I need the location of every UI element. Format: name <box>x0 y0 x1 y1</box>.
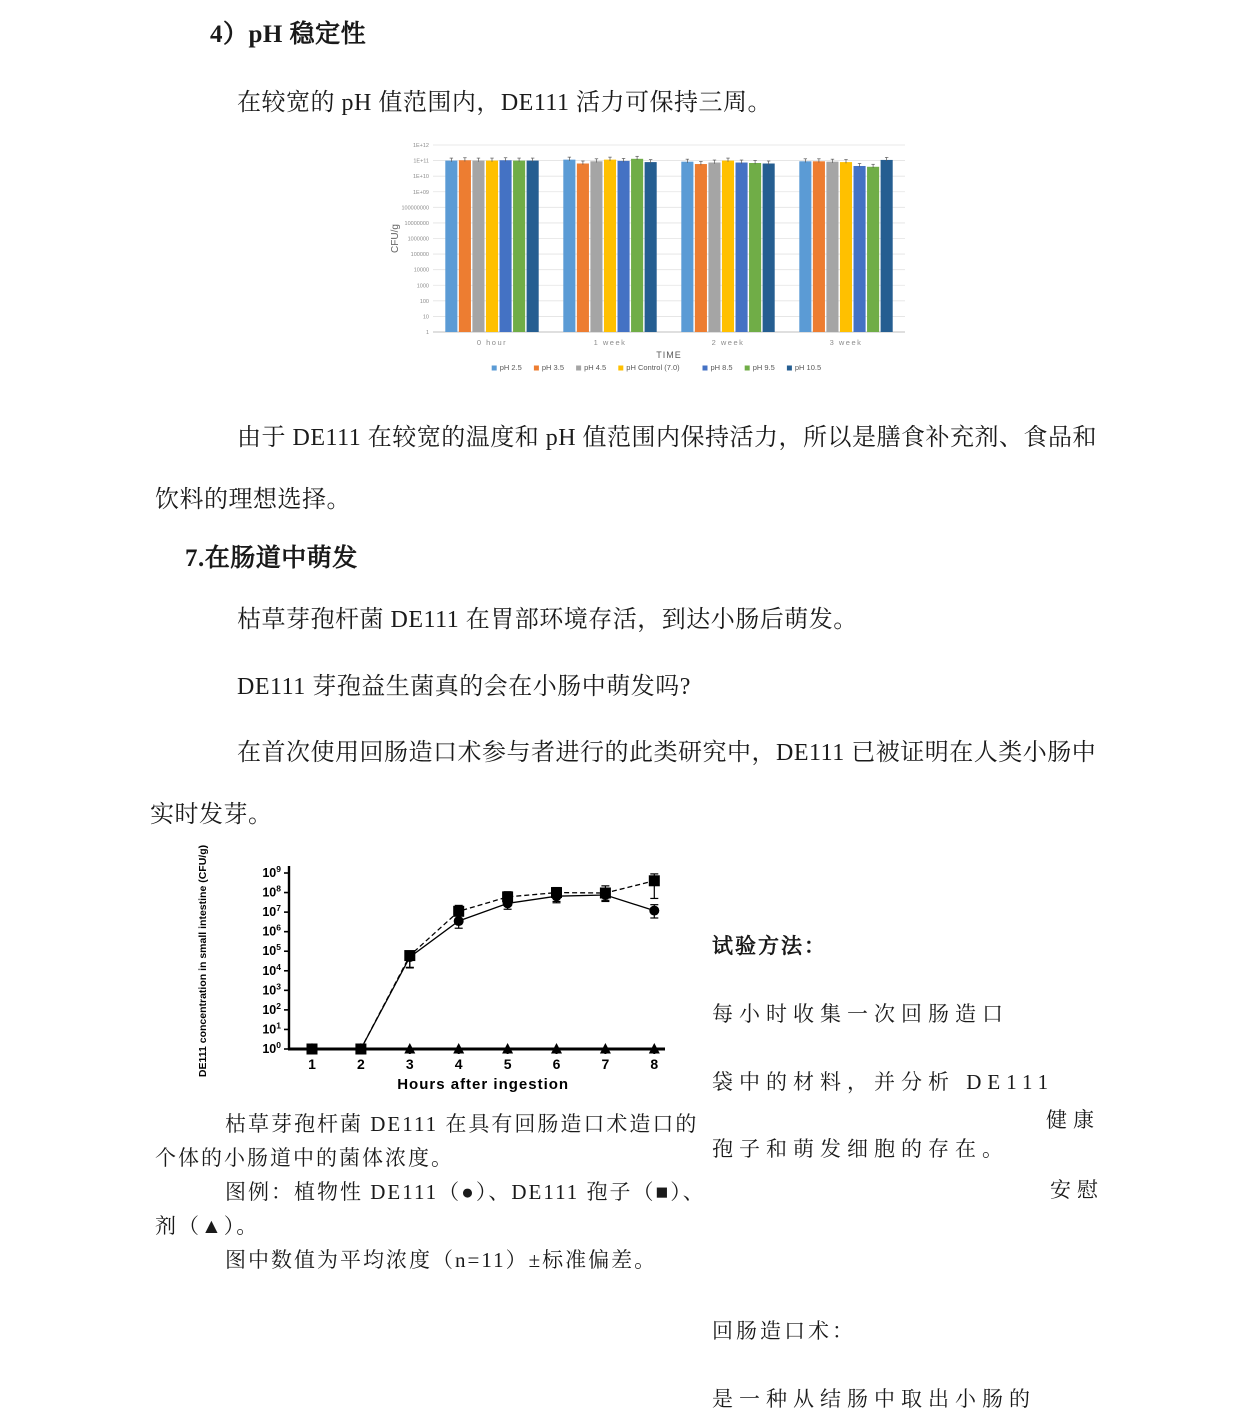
svg-text:102: $10^2$ <box>262 1000 281 1017</box>
svg-text:pH 9.5: pH 9.5 <box>752 363 775 372</box>
svg-text:7: 7 <box>601 1056 610 1072</box>
svg-text:107: $10^7$ <box>262 903 281 920</box>
figure-caption-line3: 图例：植物性 DE111（●）、DE111 孢子（■）、 <box>225 1180 706 1204</box>
ph-stability-bar-chart <box>385 138 940 388</box>
svg-text:3 week: 3 week <box>829 338 863 347</box>
intestine-concentration-line-chart <box>195 844 695 1098</box>
figure-caption-line4: 剂（▲）。 <box>155 1214 260 1238</box>
svg-text:100000000: 100000000 <box>401 205 429 212</box>
svg-text:10000: 10000 <box>413 267 429 274</box>
svg-text:4: 4 <box>454 1056 463 1072</box>
svg-text:pH 2.5: pH 2.5 <box>499 363 522 372</box>
svg-text:3: 3 <box>405 1056 414 1072</box>
svg-text:1E+10: 1E+10 <box>412 174 429 181</box>
svg-text:5: 5 <box>503 1056 512 1072</box>
floating-word-health: 健康 <box>1046 1108 1100 1132</box>
figure-caption-line5: 图中数值为平均浓度（n=11）±标准偏差。 <box>225 1248 658 1272</box>
svg-text:109: $10^9$ <box>262 864 281 880</box>
test-method-line3: 孢子和萌发细胞的存在。 <box>712 1137 1009 1161</box>
svg-text:1: 1 <box>425 330 429 336</box>
svg-text:100: 100 <box>419 298 429 305</box>
svg-text:103: $10^3$ <box>262 981 281 998</box>
svg-text:0 hour: 0 hour <box>476 338 508 347</box>
svg-text:104: $10^4$ <box>262 961 281 978</box>
paragraph-germination-4: 实时发芽。 <box>150 802 273 828</box>
paragraph-germination-3: 在首次使用回肠造口术参与者进行的此类研究中，DE111 已被证明在人类小肠中 <box>237 740 1097 766</box>
figure-caption-line2: 个体的小肠道中的菌体浓度。 <box>155 1146 454 1170</box>
svg-text:TIME: TIME <box>656 350 682 360</box>
svg-text:DE111 concentration in small i: DE111 concentration in small intestine (CFU/g) <box>197 844 209 1078</box>
svg-text:pH Control (7.0): pH Control (7.0) <box>626 363 680 372</box>
test-method-line1: 每小时收集一次回肠造口 <box>712 1002 1009 1026</box>
ileostomy-line1: 是一种从结肠中取出小肠的 <box>712 1387 1036 1411</box>
paragraph-temp-ph-line2: 饮料的理想选择。 <box>155 487 351 513</box>
svg-text:2: 2 <box>357 1056 365 1072</box>
svg-text:101: $10^1$ <box>262 1020 281 1037</box>
svg-text:1000: 1000 <box>416 283 429 290</box>
test-method-heading: 试验方法： <box>712 934 827 958</box>
svg-text:100: $10^0$ <box>262 1040 281 1056</box>
paragraph-ph-stability: 在较宽的 pH 值范围内，DE111 活力可保持三周。 <box>237 90 773 116</box>
figure-caption-line1: 枯草芽孢杆菌 DE111 在具有回肠造口术造口的 <box>225 1112 699 1136</box>
svg-text:CFU/g: CFU/g <box>390 224 401 253</box>
svg-text:Hours after ingestion: Hours after ingestion <box>397 1076 570 1093</box>
svg-text:pH 4.5: pH 4.5 <box>584 363 607 372</box>
test-method-line2: 袋中的材料，并分析 DE111 <box>712 1070 1055 1094</box>
svg-text:6: 6 <box>552 1056 561 1072</box>
svg-text:1E+09: 1E+09 <box>412 189 429 196</box>
paragraph-germination-2: DE111 芽孢益生菌真的会在小肠中萌发吗? <box>237 674 691 700</box>
svg-text:pH 3.5: pH 3.5 <box>541 363 565 372</box>
svg-text:8: 8 <box>650 1056 659 1072</box>
svg-text:10: 10 <box>422 314 429 321</box>
svg-text:1 week: 1 week <box>593 338 627 347</box>
svg-text:106: $10^6$ <box>262 922 281 939</box>
svg-text:1000000: 1000000 <box>407 236 429 243</box>
svg-text:100000: 100000 <box>410 252 429 259</box>
svg-text:pH 10.5: pH 10.5 <box>794 363 822 372</box>
svg-text:105: $10^5$ <box>262 942 281 959</box>
svg-text:pH 8.5: pH 8.5 <box>710 363 733 372</box>
svg-text:108: $10^8$ <box>262 883 281 900</box>
svg-text:10000000: 10000000 <box>404 220 429 227</box>
paragraph-germination-1: 枯草芽孢杆菌 DE111 在胃部环境存活，到达小肠后萌发。 <box>237 607 858 633</box>
section7-heading: 7.在肠道中萌发 <box>185 545 358 572</box>
paragraph-temp-ph-line1: 由于 DE111 在较宽的温度和 pH 值范围内保持活力，所以是膳食补充剂、食品和 <box>237 425 1098 451</box>
svg-text:1E+11: 1E+11 <box>413 158 429 165</box>
svg-text:1: 1 <box>308 1056 316 1072</box>
ileostomy-heading: 回肠造口术： <box>712 1319 856 1343</box>
floating-word-placebo: 安慰 <box>1050 1178 1104 1202</box>
svg-text:1E+12: 1E+12 <box>412 143 429 149</box>
section4-heading: 4）pH 稳定性 <box>210 21 367 48</box>
svg-text:2 week: 2 week <box>711 338 745 347</box>
